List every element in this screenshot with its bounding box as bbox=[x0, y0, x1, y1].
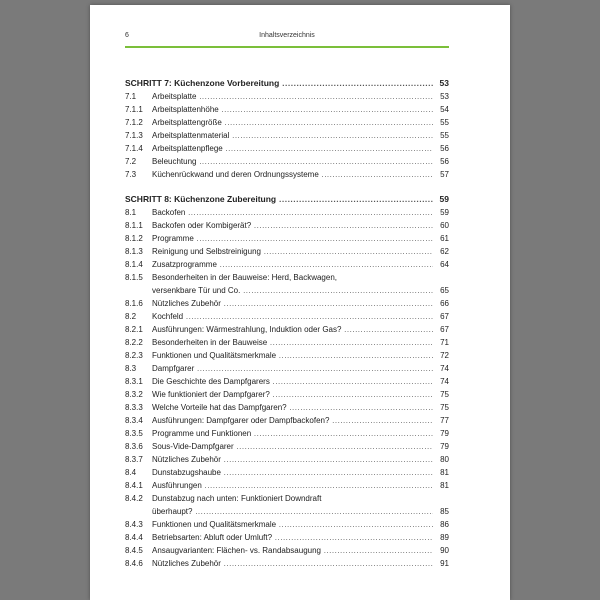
page-header bbox=[125, 32, 449, 44]
toc-entry-page: 72 bbox=[440, 351, 449, 360]
toc-entry-page: 74 bbox=[440, 364, 449, 373]
toc-entry-title-line1: Dunstabzug nach unten: Funktioniert Downdraft bbox=[152, 494, 322, 503]
toc-entry-number: 7.2 bbox=[125, 157, 137, 166]
toc-entry[interactable] bbox=[125, 90, 449, 103]
toc-entry-title: Betriebsarten: Abluft oder Umluft? ..... bbox=[152, 531, 433, 544]
toc-entry-title: Arbeitsplatte ..... bbox=[152, 90, 433, 103]
running-title: Inhaltsverzeichnis bbox=[259, 32, 315, 39]
toc-entry-number: 8.4.2 bbox=[125, 494, 143, 503]
toc-entry[interactable] bbox=[125, 310, 449, 323]
toc-entry-page: 56 bbox=[440, 157, 449, 166]
toc-entry-page: 61 bbox=[440, 234, 449, 243]
toc-entry[interactable] bbox=[125, 479, 449, 492]
toc-entry-title: Zusatzprogramme ..... bbox=[152, 258, 433, 271]
toc-entry-title: Ausführungen ..... bbox=[152, 479, 433, 492]
toc-entry-page: 86 bbox=[440, 520, 449, 529]
toc-entry[interactable] bbox=[125, 414, 449, 427]
toc-entry[interactable] bbox=[125, 427, 449, 440]
toc-entry-page: 59 bbox=[440, 208, 449, 217]
toc-entry-page: 90 bbox=[440, 546, 449, 555]
toc-entry-number: 7.1.2 bbox=[125, 118, 143, 127]
toc-entry-page: 81 bbox=[440, 468, 449, 477]
toc-entry-number: 8.4 bbox=[125, 468, 137, 477]
toc-entry-number: 8.3.2 bbox=[125, 390, 143, 399]
toc-entry-title: Welche Vorteile hat das Dampfgaren? ..... bbox=[152, 401, 433, 414]
toc-entry-page: 89 bbox=[440, 533, 449, 542]
toc-entry-number: 8.4.5 bbox=[125, 546, 143, 555]
toc-entry[interactable] bbox=[125, 271, 449, 297]
toc-entry-page: 75 bbox=[440, 403, 449, 412]
toc-entry-title: Küchenrückwand und deren Ordnungssysteme ..... bbox=[152, 168, 433, 181]
toc-entry-number: 8.3.4 bbox=[125, 416, 143, 425]
toc-entry-page: 55 bbox=[440, 118, 449, 127]
toc-entry-title: Arbeitsplattenhöhe ..... bbox=[152, 103, 433, 116]
toc-entry[interactable] bbox=[125, 219, 449, 232]
toc-entry[interactable] bbox=[125, 518, 449, 531]
toc-entry[interactable] bbox=[125, 362, 449, 375]
toc-entry-title: Programme ..... bbox=[152, 232, 433, 245]
toc-entry-number: 8.1.5 bbox=[125, 273, 143, 282]
toc-entry[interactable] bbox=[125, 401, 449, 414]
toc-entry[interactable] bbox=[125, 297, 449, 310]
toc-entry-page: 64 bbox=[440, 260, 449, 269]
toc-entry-page: 85 bbox=[440, 507, 449, 516]
toc-entry[interactable] bbox=[125, 466, 449, 479]
toc-entry-number: 8.1.6 bbox=[125, 299, 143, 308]
toc-entry-page: 91 bbox=[440, 559, 449, 568]
toc-entry-page: 55 bbox=[440, 131, 449, 140]
toc-entry[interactable] bbox=[125, 245, 449, 258]
toc-entry[interactable] bbox=[125, 557, 449, 570]
document-page bbox=[90, 5, 510, 600]
toc-entry-title: Nützliches Zubehör ..... bbox=[152, 297, 433, 310]
toc-entry-number: 8.3.5 bbox=[125, 429, 143, 438]
toc-entry[interactable] bbox=[125, 129, 449, 142]
toc-entry-title: Die Geschichte des Dampfgarers ..... bbox=[152, 375, 433, 388]
toc-entry[interactable] bbox=[125, 388, 449, 401]
toc-entry[interactable] bbox=[125, 116, 449, 129]
toc-entry-number: 8.3.6 bbox=[125, 442, 143, 451]
toc-entry[interactable] bbox=[125, 336, 449, 349]
toc-entry-number: 8.3.1 bbox=[125, 377, 143, 386]
toc-entry-title: Arbeitsplattengröße ..... bbox=[152, 116, 433, 129]
toc-entry[interactable] bbox=[125, 323, 449, 336]
toc-entry-page: 56 bbox=[440, 144, 449, 153]
toc-entry[interactable] bbox=[125, 544, 449, 557]
toc-entry-number: 8.4.3 bbox=[125, 520, 143, 529]
page-number: 6 bbox=[125, 32, 129, 39]
toc-entry-number: 8.1 bbox=[125, 208, 137, 217]
toc-entry[interactable] bbox=[125, 142, 449, 155]
toc-entry-page: 80 bbox=[440, 455, 449, 464]
toc-entry-page: 79 bbox=[440, 442, 449, 451]
toc-entry-title: Arbeitsplattenpflege ..... bbox=[152, 142, 433, 155]
toc-entry-page: 65 bbox=[440, 286, 449, 295]
toc-entry[interactable] bbox=[125, 349, 449, 362]
toc-entry-title: Nützliches Zubehör ..... bbox=[152, 453, 433, 466]
toc-entry[interactable] bbox=[125, 492, 449, 518]
toc-entry-number: 8.1.4 bbox=[125, 260, 143, 269]
toc-entry-page: 67 bbox=[440, 312, 449, 321]
toc-entry[interactable] bbox=[125, 453, 449, 466]
toc-entry-title: Funktionen und Qualitätsmerkmale ..... bbox=[152, 349, 433, 362]
toc-entry[interactable] bbox=[125, 103, 449, 116]
toc-entry-number: 8.3.7 bbox=[125, 455, 143, 464]
toc-entry-number: 8.3 bbox=[125, 364, 137, 373]
toc-entry-title: Ausführungen: Wärmestrahlung, Induktion oder Gas? ..... bbox=[152, 323, 433, 336]
toc-entry-number: 8.4.4 bbox=[125, 533, 143, 542]
toc-entry-number: 8.3.3 bbox=[125, 403, 143, 412]
toc-entry-title: Kochfeld ..... bbox=[152, 310, 433, 323]
toc-entry[interactable] bbox=[125, 531, 449, 544]
toc-entry-title: Backofen ..... bbox=[152, 206, 433, 219]
toc-entry-number: 8.1.1 bbox=[125, 221, 143, 230]
toc-entry-title: Wie funktioniert der Dampfgarer? ..... bbox=[152, 388, 433, 401]
toc-entry-title: Programme und Funktionen ..... bbox=[152, 427, 433, 440]
toc-entry-number: 8.1.3 bbox=[125, 247, 143, 256]
toc-entry-title: Ausführungen: Dampfgarer oder Dampfbackofen? ..... bbox=[152, 414, 433, 427]
toc-entry-page: 77 bbox=[440, 416, 449, 425]
toc-entry-number: 7.1.3 bbox=[125, 131, 143, 140]
toc-entry-title: Besonderheiten in der Bauweise ..... bbox=[152, 336, 433, 349]
toc-heading-page: 59 bbox=[439, 194, 449, 204]
toc-entry-title-line1: Besonderheiten in der Bauweise: Herd, Backwagen, bbox=[152, 273, 337, 282]
header-divider bbox=[125, 46, 449, 48]
toc-entry-page: 79 bbox=[440, 429, 449, 438]
toc-heading-page: 53 bbox=[439, 78, 449, 88]
toc-entry-number: 8.4.6 bbox=[125, 559, 143, 568]
toc-entry-title: Reinigung und Selbstreinigung ..... bbox=[152, 245, 433, 258]
toc-section-heading[interactable] bbox=[125, 77, 449, 90]
toc-entry[interactable] bbox=[125, 168, 449, 181]
toc-entry-title: versenkbare Tür und Co. ..... bbox=[152, 284, 433, 297]
toc-entry-number: 8.2 bbox=[125, 312, 137, 321]
toc-heading-title: SCHRITT 7: Küchenzone Vorbereitung ..... bbox=[125, 77, 433, 90]
toc-entry-page: 53 bbox=[440, 92, 449, 101]
toc-entry-title: Backofen oder Kombigerät? ..... bbox=[152, 219, 433, 232]
toc-entry-page: 54 bbox=[440, 105, 449, 114]
toc-entry-page: 75 bbox=[440, 390, 449, 399]
toc-entry-page: 62 bbox=[440, 247, 449, 256]
toc-entry-title: Sous-Vide-Dampfgarer ..... bbox=[152, 440, 433, 453]
toc-entry-number: 8.4.1 bbox=[125, 481, 143, 490]
toc-entry-title: Arbeitsplattenmaterial ..... bbox=[152, 129, 433, 142]
toc-entry-title: Dampfgarer ..... bbox=[152, 362, 433, 375]
toc-entry-title: Nützliches Zubehör ..... bbox=[152, 557, 433, 570]
toc-entry[interactable] bbox=[125, 440, 449, 453]
toc-entry-number: 7.1.1 bbox=[125, 105, 143, 114]
toc-entry-page: 66 bbox=[440, 299, 449, 308]
toc-entry[interactable] bbox=[125, 206, 449, 219]
toc-entry-title: Funktionen und Qualitätsmerkmale ..... bbox=[152, 518, 433, 531]
section-gap bbox=[125, 181, 449, 193]
toc-entry-number: 8.2.2 bbox=[125, 338, 143, 347]
toc-entry-number: 8.2.1 bbox=[125, 325, 143, 334]
toc-entry-number: 7.3 bbox=[125, 170, 137, 179]
toc-entry-page: 74 bbox=[440, 377, 449, 386]
toc-entry-title: Dunstabzugshaube ..... bbox=[152, 466, 433, 479]
toc-entry[interactable] bbox=[125, 258, 449, 271]
toc-entry[interactable] bbox=[125, 155, 449, 168]
toc-entry-number: 7.1 bbox=[125, 92, 137, 101]
toc-entry-page: 57 bbox=[440, 170, 449, 179]
toc-entry-page: 67 bbox=[440, 325, 449, 334]
toc-entry-page: 71 bbox=[440, 338, 449, 347]
toc-entry-page: 81 bbox=[440, 481, 449, 490]
toc-entry-title: überhaupt? ..... bbox=[152, 505, 433, 518]
toc-section-heading[interactable] bbox=[125, 193, 449, 206]
toc-entry-number: 8.2.3 bbox=[125, 351, 143, 360]
toc-entry-page: 60 bbox=[440, 221, 449, 230]
toc-entry[interactable] bbox=[125, 232, 449, 245]
toc-entry-number: 7.1.4 bbox=[125, 144, 143, 153]
table-of-contents bbox=[125, 77, 449, 570]
toc-entry-title: Beleuchtung ..... bbox=[152, 155, 433, 168]
toc-entry-title: Ansaugvarianten: Flächen- vs. Randabsaugung ..... bbox=[152, 544, 433, 557]
toc-heading-title: SCHRITT 8: Küchenzone Zubereitung ..... bbox=[125, 193, 433, 206]
toc-entry[interactable] bbox=[125, 375, 449, 388]
toc-entry-number: 8.1.2 bbox=[125, 234, 143, 243]
